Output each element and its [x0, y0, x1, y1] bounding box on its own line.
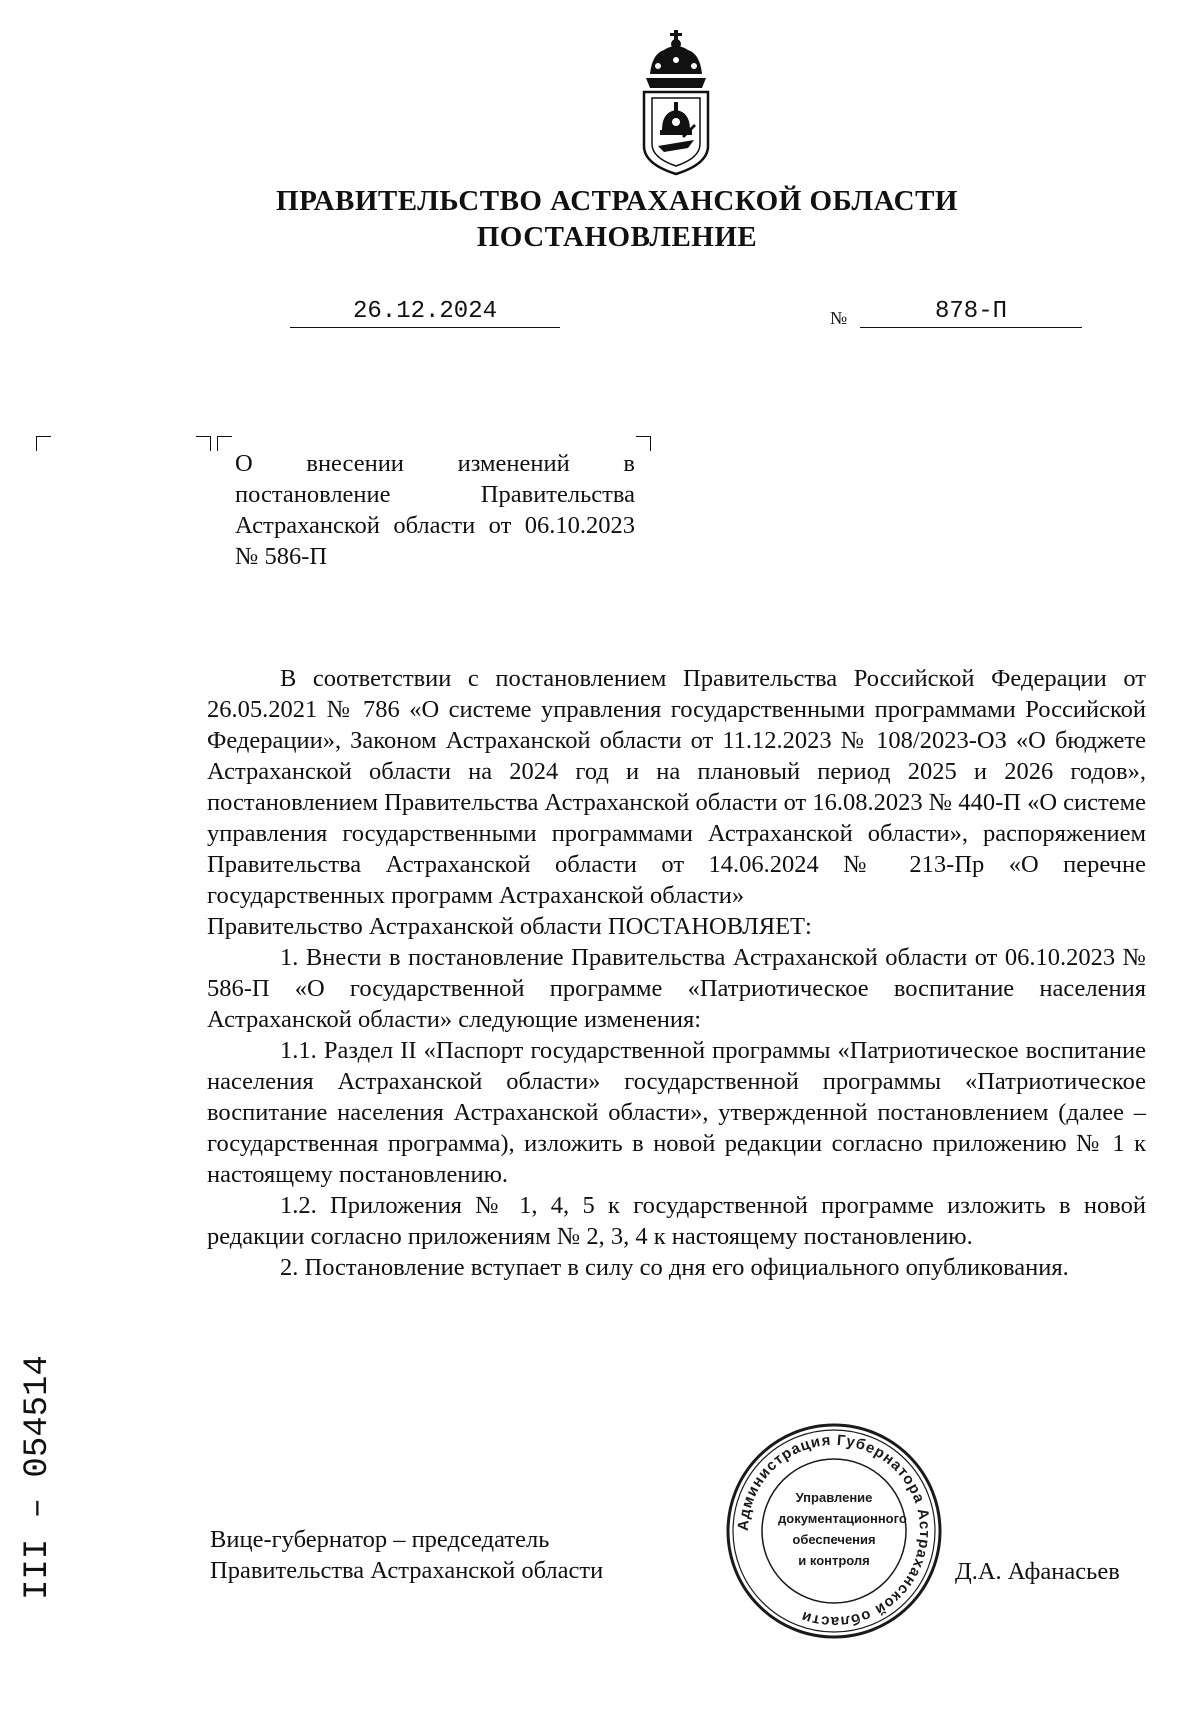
document-date: 26.12.2024 — [290, 297, 560, 328]
crown-shield-icon — [636, 28, 716, 178]
signatory-title — [210, 1524, 690, 1586]
item-1-1-paragraph: 1.1. Раздел II «Паспорт государственной программы «Патриотическое воспитание населения Астраханской области» государственной программы «Патриотическое воспитание населения Астраханской области», утвержденной постановлением (далее – государственная программа), изложить в новой редакции согласно приложению № 1 к настоящему постановлению. — [207, 1037, 1146, 1188]
side-serial-number: III – 054514 — [19, 1355, 57, 1600]
document-body — [207, 663, 1146, 1283]
corner-mark — [636, 436, 651, 451]
organization-heading: ПРАВИТЕЛЬСТВО АСТРАХАНСКОЙ ОБЛАСТИ — [276, 185, 958, 217]
signatory-title-line: Вице-губернатор – председатель — [210, 1526, 550, 1553]
item-1-paragraph: 1. Внести в постановление Правительства Астраханской области от 06.10.2023 № 586-П «О государственной программе «Патриотическое воспитание населения Астраханской области» следующие изменения: — [207, 944, 1146, 1033]
coat-of-arms-emblem — [636, 28, 716, 178]
item-1-2-paragraph: 1.2. Приложения № 1, 4, 5 к государственной программе изложить в новой редакции согласно приложениям № 2, 3, 4 к настоящему постановлению. — [207, 1192, 1146, 1250]
stamp-line: обеспечения — [792, 1532, 876, 1547]
stamp-line: документационного — [778, 1511, 907, 1526]
preamble-paragraph: В соответствии с постановлением Правительства Российской Федерации от 26.05.2021 № 786 «О системе управления государственными программами Российской Федерации», Законом Астраханской области от 11.12.2023 № 108/2023-ОЗ «О бюджете Астраханской области на 2024 год и на плановый период 2025 и 2026 годов», постановлением Правительства Астраханской области от 16.08.2023 № 440-П «О системе управления государственными программами Астраханской области», распоряжением Правительства Астраханской области от 14.06.2024 № 213-Пр «О перечне государственных программ Астраханской области» — [207, 665, 1146, 909]
corner-mark — [196, 436, 211, 451]
signatory-title-line: Правительства Астраханской области — [210, 1557, 604, 1584]
stamp-ring-text: Администрация Губернатора Астраханской области — [734, 1431, 934, 1631]
item-2-paragraph: 2. Постановление вступает в силу со дня его официального опубликования. — [280, 1254, 1069, 1281]
document-number: 878-П — [860, 297, 1082, 328]
corner-mark — [36, 436, 51, 451]
document-type-heading: ПОСТАНОВЛЕНИЕ — [476, 221, 758, 253]
stamp-line: и контроля — [798, 1553, 870, 1568]
document-subject: О внесении изменений в постановление Правительства Астраханской области от 06.10.2023 № 586-П — [235, 450, 635, 570]
signatory-name: Д.А. Афанасьев — [955, 1558, 1120, 1585]
number-sign: № — [830, 308, 848, 328]
decree-line: Правительство Астраханской области ПОСТАНОВЛЯЕТ: — [207, 913, 812, 940]
stamp-center-text — [778, 1487, 907, 1571]
official-stamp — [722, 1419, 946, 1643]
stamp-line: Управление — [795, 1490, 873, 1505]
corner-mark — [217, 436, 232, 451]
